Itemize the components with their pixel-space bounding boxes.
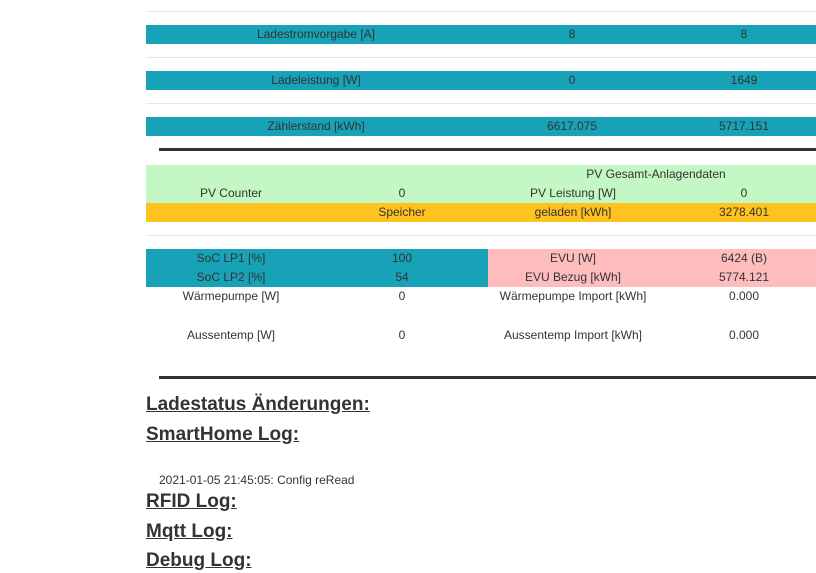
pv-leistung-value: 0 [740, 186, 748, 200]
speicher-geladen-value: 3278.401 [718, 205, 770, 219]
soc-value: 54 [395, 270, 409, 284]
meter-label: Zählerstand [kWh] [267, 119, 365, 133]
meter-row-zaehlerstand [146, 117, 816, 136]
meter-row-ladestromvorgabe [146, 25, 816, 44]
waermepumpe-import-label: Wärmepumpe Import [kWh] [499, 289, 647, 303]
soc-row-lp1 [146, 249, 816, 268]
meter-lp2-value: 1649 [730, 73, 758, 87]
mqtt-log-link[interactable]: Mqtt Log: [146, 521, 233, 542]
meter-lp1-value: 6617.075 [546, 119, 598, 133]
soc-row-lp2 [146, 268, 816, 287]
evu-value: 5774.121 [718, 270, 770, 284]
pv-leistung-label: PV Leistung [W] [529, 186, 617, 200]
ladestatus-log-link[interactable]: Ladestatus Änderungen: [146, 394, 370, 415]
meter-row-ladeleistung [146, 71, 816, 90]
debug-log-link[interactable]: Debug Log: [146, 550, 252, 571]
aussentemp-row [146, 326, 816, 364]
meter-lp1-value: 8 [568, 27, 576, 41]
aussentemp-label: Aussentemp [W] [186, 328, 276, 342]
smarthome-log-entry: 2021-01-05 21:45:05: Config reRead [159, 473, 355, 487]
aussentemp-import-label: Aussentemp Import [kWh] [503, 328, 643, 342]
speicher-geladen-label: geladen [kWh] [534, 205, 612, 219]
pv-data-row [146, 184, 816, 203]
section-divider [159, 148, 816, 151]
pv-header: PV Gesamt-Anlagendaten [586, 167, 726, 181]
row-divider [146, 11, 816, 12]
aussentemp-value: 0 [398, 328, 406, 342]
pv-counter-value: 0 [398, 186, 406, 200]
meter-lp2-value: 5717.151 [718, 119, 770, 133]
soc-value: 100 [391, 251, 413, 265]
speicher-row [146, 203, 816, 222]
pv-header-row [146, 165, 816, 184]
section-divider [159, 376, 816, 379]
soc-label: SoC LP1 [%] [196, 251, 266, 265]
speicher-label: Speicher [378, 205, 426, 219]
rfid-log-link[interactable]: RFID Log: [146, 491, 237, 512]
waermepumpe-label: Wärmepumpe [W] [182, 289, 280, 303]
pv-counter-label: PV Counter [199, 186, 263, 200]
row-divider [146, 103, 816, 104]
meter-lp1-value: 0 [568, 73, 576, 87]
row-divider [146, 57, 816, 58]
smarthome-log-link[interactable]: SmartHome Log: [146, 424, 300, 445]
evu-label: EVU [W] [549, 251, 596, 265]
soc-label: SoC LP2 [%] [196, 270, 266, 284]
meter-label: Ladestromvorgabe [A] [256, 27, 376, 41]
waermepumpe-value: 0 [398, 289, 406, 303]
aussentemp-import-value: 0.000 [728, 328, 760, 342]
row-divider [146, 235, 816, 236]
meter-label: Ladeleistung [W] [271, 73, 361, 87]
evu-value: 6424 (B) [720, 251, 768, 265]
waermepumpe-row [146, 287, 816, 325]
waermepumpe-import-value: 0.000 [728, 289, 760, 303]
meter-lp2-value: 8 [740, 27, 748, 41]
evu-label: EVU Bezug [kWh] [524, 270, 622, 284]
